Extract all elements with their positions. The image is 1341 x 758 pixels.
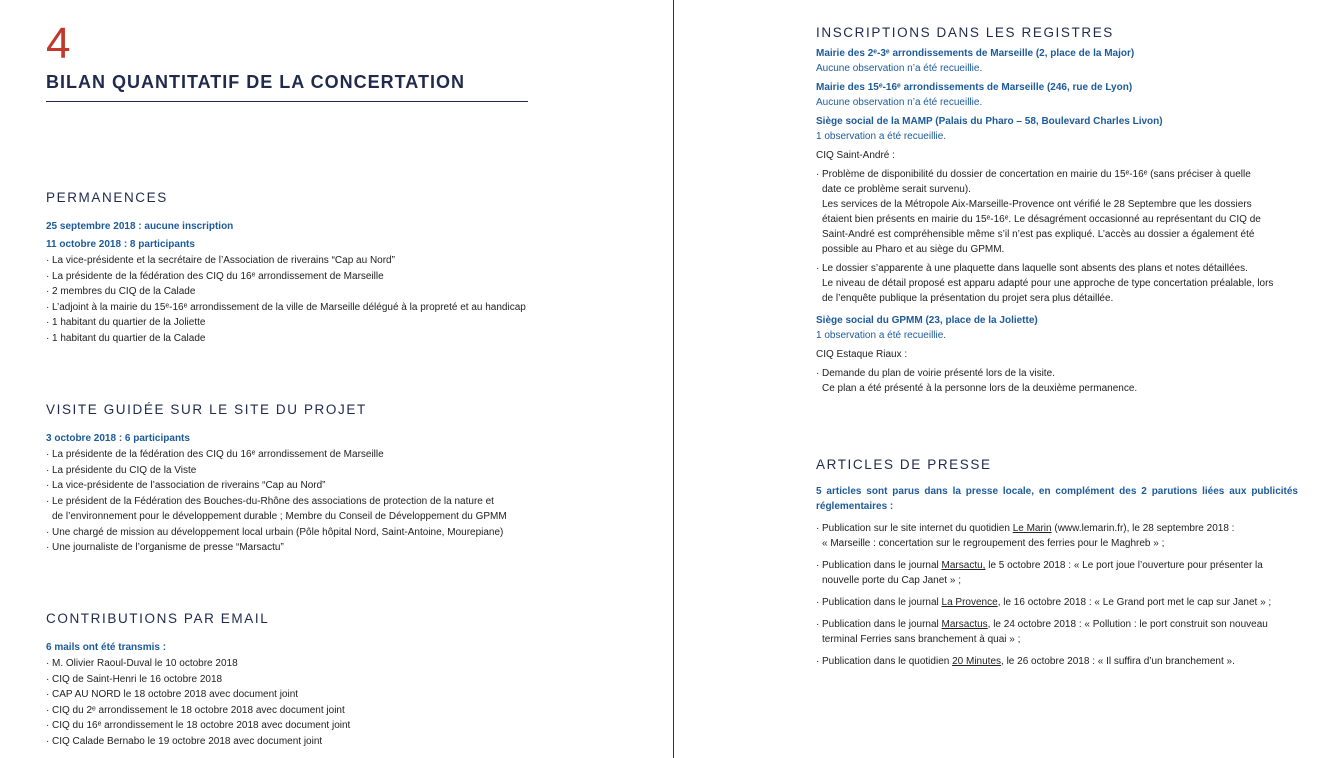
list-item: · M. Olivier Raoul-Duval le 10 octobre 2018 [46,658,238,669]
observation-bullet: · Le dossier s’apparente à une plaquette dans laquelle sont absents des plans et notes détaillées. Le niveau de détail proposé est apparu adapté pour une approche de type concertation préalable, lors de l’enquête publique la présentation du projet sera plus détaillée. [816,263,1274,304]
section-title-contributions: CONTRIBUTIONS PAR EMAIL [46,611,270,626]
list-item: · Le président de la Fédération des Bouches-du-Rhône des associations de protection de la nature et [46,495,494,507]
list-item: · 1 habitant du quartier de la Calade [46,332,206,344]
list-item: · CIQ du 2ᵉ arrondissement le 18 octobre 2018 avec document joint [46,704,345,716]
list-item: · Une chargé de mission au développement local urbain (Pôle hôpital Nord, Saint-Antoine, Mourepiane) [46,526,504,538]
press-item: · Publication sur le site internet du quotidien Le Marin (www.lemarin.fr), le 28 septembre 2018 : « Marseille : concertation sur le regroupement des ferries pour le Maghreb » ; [816,523,1235,549]
registre-mairie-15-16-title: Mairie des 15ᵉ-16ᵉ arrondissements de Marseille (246, rue de Lyon) [816,82,1133,93]
list-item: · CIQ Calade Bernabo le 19 octobre 2018 avec document joint [46,735,323,747]
chapter-number: 4 [46,19,71,68]
registre-mairie-2-3-title: Mairie des 2ᵉ-3ᵉ arrondissements de Marseille (2, place de la Major) [816,48,1135,59]
registre-mairie-2-3-text: Aucune observation n’a été recueillie. [816,63,983,74]
list-item: · La présidente du CIQ de la Viste [46,464,197,476]
list-item: · 2 membres du CIQ de la Calade [46,286,196,297]
list-item: · La présidente de la fédération des CIQ du 16ᵉ arrondissement de Marseille [46,449,384,460]
list-item: · 1 habitant du quartier de la Joliette [46,317,206,328]
observation-bullet: · Demande du plan de voirie présenté lors de la visite. Ce plan a été présenté à la personne lors de la deuxième permanence. [816,368,1138,394]
registres-section [816,25,1302,396]
press-item: · Publication dans le journal La Provence, le 16 octobre 2018 : « Le Grand port met le cap sur Janet » ; [816,597,1272,608]
registre-mamp-org: CIQ Saint-André : [816,150,895,161]
press-item: · Publication dans le quotidien 20 Minutes, le 26 octobre 2018 : « Il suffira d’un branchement ». [816,656,1235,667]
list-item: · CAP AU NORD le 18 octobre 2018 avec document joint [46,689,299,700]
registre-gpmm-text: 1 observation a été recueillie. [816,330,947,341]
list-item: · CIQ de Saint-Henri le 16 octobre 2018 [46,673,223,685]
chapter-title: BILAN QUANTITATIF DE LA CONCERTATION [46,72,528,102]
observation-bullet: · Problème de disponibilité du dossier de concertation en mairie du 15ᵉ-16ᵉ (sans préciser à quelle date ce problème serait survenu). Les services de la Métropole Aix-Marseille-Provence ont vérifié le 28 Septembre que les dossiers étaient bien présents en mairie du 15ᵉ-16ᵉ. Le désagrément occasionné au représentant du CIQ de Saint-André est compréhensible même s’il n’est pas expliqué. L’accès au dossier a également été possible au Pharo et au siège du GPMM. [816,169,1261,255]
section-title-presse: ARTICLES DE PRESSE [816,457,992,472]
presse-section [816,457,1298,669]
visite-participants-list [46,447,536,556]
contributions-list [46,656,536,749]
permanence-participants-list [46,253,536,346]
section-title-visite: VISITE GUIDÉE SUR LE SITE DU PROJET [46,402,367,417]
permanence-date-2: 11 octobre 2018 : 8 participants [46,239,195,250]
permanences-section [46,190,536,346]
presse-intro: 5 articles sont parus dans la presse locale, en complément des 2 parutions liées aux publicités réglementaires : [816,486,1298,512]
page-divider [673,0,674,758]
registre-gpmm-title: Siège social du GPMM (23, place de la Joliette) [816,315,1038,326]
list-item: · La vice-présidente et la secrétaire de l’Association de riverains “Cap au Nord” [46,255,395,266]
visite-date: 3 octobre 2018 : 6 participants [46,433,190,444]
visite-section [46,402,536,556]
section-title-registres: INSCRIPTIONS DANS LES REGISTRES [816,25,1114,40]
list-item: · La vice-présidente de l’association de riverains “Cap au Nord” [46,480,326,491]
list-item: · Une journaliste de l’organisme de presse “Marsactu” [46,542,284,553]
contributions-section [46,611,536,749]
list-item: de l’environnement pour le développement durable ; Membre du Conseil de Développement du GPMM [52,511,507,522]
press-item: · Publication dans le journal Marsactus, le 24 octobre 2018 : « Pollution : le port construit son nouveau terminal Ferries sans branchement à quai » ; [816,619,1268,645]
contributions-intro: 6 mails ont été transmis : [46,642,167,653]
list-item: · La présidente de la fédération des CIQ du 16ᵉ arrondissement de Marseille [46,270,384,282]
press-item: · Publication dans le journal Marsactu, le 5 octobre 2018 : « Le port joue l’ouverture pour présenter la nouvelle porte du Cap Janet » ; [816,560,1263,586]
registre-mamp-text: 1 observation a été recueillie. [816,131,947,142]
permanence-date-1: 25 septembre 2018 : aucune inscription [46,221,234,232]
registre-mairie-15-16-text: Aucune observation n’a été recueillie. [816,97,983,108]
registre-mamp-title: Siège social de la MAMP (Palais du Pharo – 58, Boulevard Charles Livon) [816,116,1163,127]
list-item: · CIQ du 16ᵉ arrondissement le 18 octobre 2018 avec document joint [46,720,351,731]
list-item: · L’adjoint à la mairie du 15ᵉ-16ᵉ arrondissement de la ville de Marseille délégué à la propreté et au handicap [46,301,526,313]
section-title-permanences: PERMANENCES [46,190,168,205]
registre-gpmm-org: CIQ Estaque Riaux : [816,349,908,360]
